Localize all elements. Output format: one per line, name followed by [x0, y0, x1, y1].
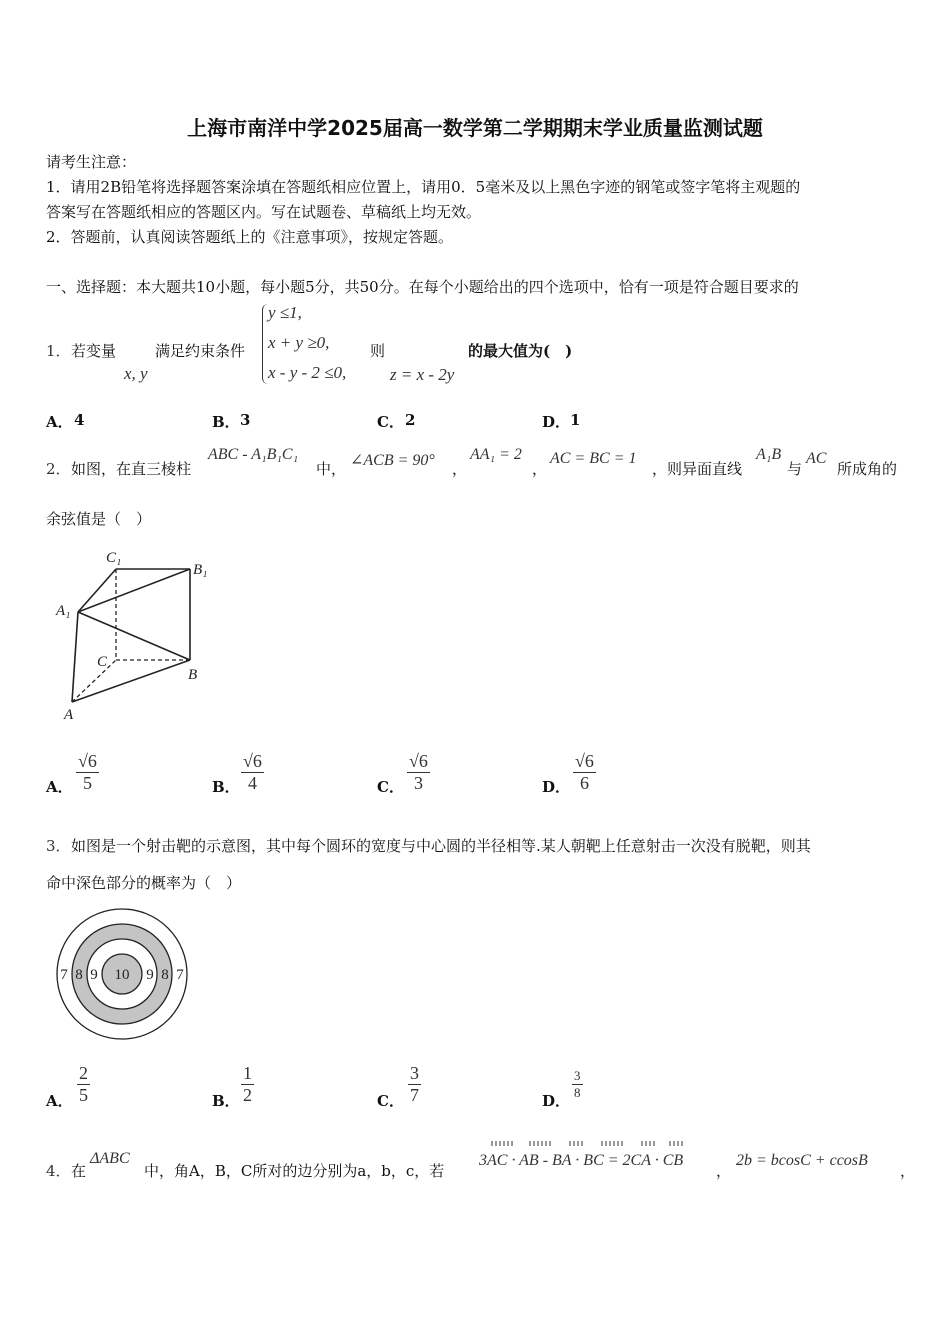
q1-number: 1．: [46, 342, 71, 360]
q3-option-c-fraction: [408, 1063, 421, 1106]
q1-option-b-value: 3: [240, 411, 251, 429]
q2-option-d-fraction: [573, 751, 596, 794]
edge-a-b: [72, 660, 190, 702]
q2-option-b-num: √6: [243, 751, 262, 771]
q4-number: 4．: [46, 1162, 71, 1180]
q2-option-a-fraction: [76, 751, 99, 794]
q2-text-1: 如图，在直三棱柱: [71, 460, 192, 478]
label-7-left: 7: [60, 967, 68, 983]
label-a1: A₁: [56, 603, 71, 619]
q2-math-angle: ∠ACB = 90°: [350, 452, 435, 469]
edge-a1-b: [78, 612, 190, 660]
q3-text-1: 如图是一个射击靶的示意图，其中每个圆环的宽度与中心圆的半径相等.某人朝靶上任意射击一次没有脱靶，则其: [71, 837, 811, 855]
q2-option-c-fraction: [407, 751, 430, 794]
q1-constraint-2: x + y ≥0,: [268, 333, 330, 352]
q2-text-3: ，: [452, 460, 468, 478]
q2-text-8: 余弦值是（ ）: [46, 510, 152, 528]
label-c1: C₁: [106, 550, 122, 566]
q2-option-d-num: √6: [575, 751, 594, 771]
label-b: B: [188, 667, 198, 683]
q1-option-d-label[interactable]: D．: [542, 413, 571, 431]
q1-variables: x, y: [124, 364, 148, 383]
q3-option-d-fraction: [572, 1068, 583, 1101]
q2-text-4: ，: [532, 460, 548, 478]
edge-a1-a: [72, 612, 78, 702]
section-heading: 一、选择题：本大题共10小题，每小题5分，共50分。在每个小题给出的四个选项中，恰有一项是符合题目要求的: [46, 278, 799, 296]
prism-figure: [50, 542, 220, 727]
q1-option-a-label[interactable]: A．: [46, 413, 73, 431]
q2-option-d-den: 6: [573, 772, 596, 794]
q1-text-4: 的最大值为( ): [468, 342, 573, 360]
q3-option-c-den: 7: [410, 1085, 419, 1105]
q3-option-a-fraction: [77, 1063, 90, 1106]
q2-number: 2．: [46, 460, 71, 478]
q1-objective: z = x - 2y: [390, 365, 455, 384]
q3-option-b-num: 1: [243, 1063, 252, 1083]
notice-line-1: 1．请用2B铅笔将选择题答案涂填在答题纸相应位置上，请用0．5毫米及以上黑色字迹的钢笔或签字笔将主观题的: [46, 178, 801, 196]
q3-option-d-den: 8: [574, 1085, 581, 1100]
q3-text-2: 命中深色部分的概率为（ ）: [46, 874, 242, 892]
q4-math-vectors: 3AC · AB - BA · BC = 2CA · CB: [479, 1152, 684, 1169]
q2-option-a-den: 5: [76, 772, 99, 794]
q4-text-2: 中，角A，B，C所对的边分别为a，b，c，若: [144, 1162, 445, 1180]
label-b1: B₁: [193, 562, 208, 578]
q3-option-a-label[interactable]: A．: [46, 1092, 73, 1110]
q1-option-a-value: 4: [74, 411, 85, 429]
q1-constraint-3: x - y - 2 ≤0,: [268, 363, 347, 382]
q3-option-d-num: 3: [574, 1068, 581, 1083]
q4-vector-arrows: [478, 1140, 718, 1148]
q1-text-2: 满足约束条件: [155, 342, 246, 360]
q2-math-aa1: AA₁ = 2: [470, 446, 522, 463]
q3-option-b-fraction: [241, 1063, 254, 1106]
q1-option-d-value: 1: [570, 411, 581, 429]
q2-option-c-num: √6: [409, 751, 428, 771]
q4-text-4: ，: [900, 1162, 916, 1180]
q1-constraint-1: y ≤1,: [268, 303, 302, 322]
label-8-right: 8: [161, 967, 169, 983]
q2-math-prism: ABC - A₁B₁C₁: [208, 446, 299, 463]
q2-option-b-fraction: [241, 751, 264, 794]
q2-option-b-den: 4: [241, 772, 264, 794]
notice-line-3: 2．答题前，认真阅读答题纸上的《注意事项》，按规定答题。: [46, 228, 454, 246]
q2-text-7: 所成角的: [837, 460, 898, 478]
label-a: A: [64, 707, 74, 723]
q4-math-sides: 2b = bcosC + ccosB: [736, 1152, 868, 1169]
label-9-right: 9: [146, 967, 154, 983]
q1-text-1: 若变量: [71, 342, 117, 360]
q2-option-d-label[interactable]: D．: [542, 778, 571, 796]
q2-text-5: ，则异面直线: [652, 460, 743, 478]
q1-text-3: 则: [370, 342, 386, 360]
q1-option-c-label[interactable]: C．: [377, 413, 404, 431]
q2-option-a-label[interactable]: A．: [46, 778, 73, 796]
label-7-right: 7: [176, 967, 184, 983]
q2-math-a1b: A₁B: [756, 446, 782, 463]
q3-option-d-label[interactable]: D．: [542, 1092, 571, 1110]
q2-option-c-label[interactable]: C．: [377, 778, 404, 796]
edge-a-c-hidden: [72, 660, 116, 702]
q4-math-triangle: ΔABC: [90, 1150, 130, 1167]
q3-number: 3．: [46, 837, 71, 855]
q3-option-c-label[interactable]: C．: [377, 1092, 404, 1110]
notice-heading: 请考生注意：: [46, 153, 137, 171]
target-figure: [53, 907, 191, 1043]
q2-math-ac: AC: [806, 450, 827, 467]
q2-option-a-num: √6: [78, 751, 97, 771]
q4-text-3: ，: [716, 1162, 732, 1180]
label-9-left: 9: [90, 967, 98, 983]
q2-option-b-label[interactable]: B．: [212, 778, 240, 796]
label-c: C: [97, 654, 108, 670]
page-title: 上海市南洋中学2025届高一数学第二学期期末学业质量监测试题: [187, 116, 763, 140]
q4-text-1: 在: [71, 1162, 87, 1180]
edge-a1-b1: [78, 569, 190, 612]
q3-option-a-den: 5: [79, 1085, 88, 1105]
q1-option-b-label[interactable]: B．: [212, 413, 240, 431]
q2-text-2: 中，: [316, 460, 347, 478]
q2-text-6: 与: [787, 460, 803, 478]
notice-line-2: 答案写在答题纸相应的答题区内。写在试题卷、草稿纸上均无效。: [46, 203, 482, 221]
q3-option-b-label[interactable]: B．: [212, 1092, 240, 1110]
q3-option-b-den: 2: [243, 1085, 252, 1105]
q2-math-sides: AC = BC = 1: [550, 450, 637, 467]
label-10: 10: [114, 967, 130, 983]
label-8-left: 8: [75, 967, 83, 983]
q1-option-c-value: 2: [405, 411, 416, 429]
q3-option-a-num: 2: [79, 1063, 88, 1083]
q3-option-c-num: 3: [410, 1063, 419, 1083]
q2-option-c-den: 3: [407, 772, 430, 794]
